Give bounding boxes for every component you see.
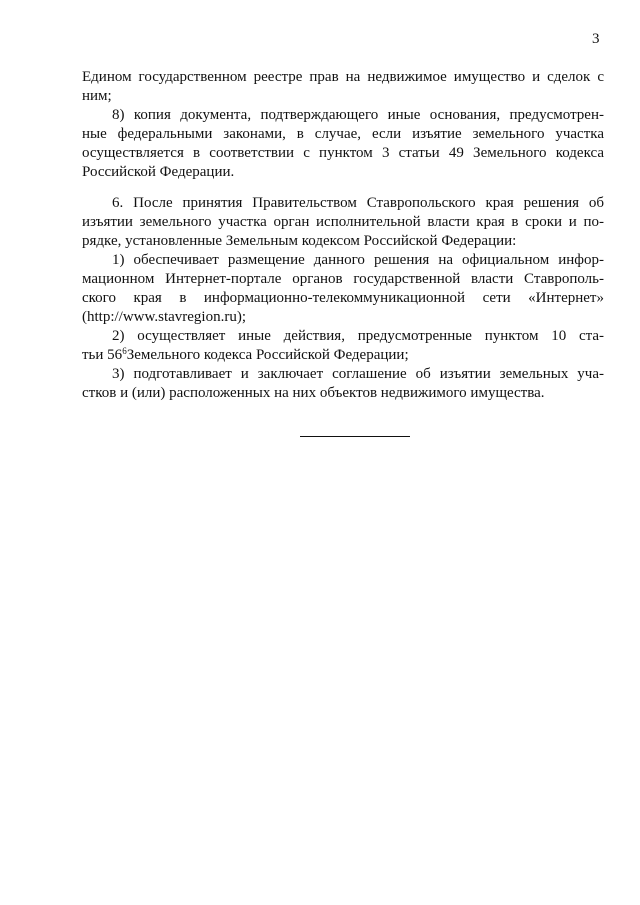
item-2-line: 2) осуществляет иные действия, предусмотренные пунктом 10 ста-	[112, 328, 604, 344]
text-line: ные федеральными законами, в случае, если изъятие земельного участка	[82, 126, 604, 142]
page-number: 3	[592, 31, 600, 47]
continuation-paragraph	[82, 68, 604, 106]
text-line: Земельного кодекса Российской Федерации;	[126, 347, 409, 363]
text-line: Российской Федерации.	[82, 164, 235, 180]
article-superscript: 6	[122, 346, 127, 356]
article-prefix: тьи 56	[82, 347, 123, 363]
section-6-paragraph	[82, 194, 604, 403]
item-1-line: 1) обеспечивает размещение данного решения на официальном инфор-	[112, 252, 604, 268]
text-line: мационном Интернет-портале органов государственной власти Ставрополь-	[82, 271, 604, 287]
url-line: (http://www.stavregion.ru);	[82, 309, 246, 325]
text-line: Едином государственном реестре прав на недвижимое имущество и сделок с	[82, 69, 604, 85]
section-6-heading-line: 6. После принятия Правительством Ставропольского края решения об	[112, 195, 604, 211]
article-reference-line	[82, 346, 604, 365]
text-line: стков и (или) расположенных на них объектов недвижимого имущества.	[82, 385, 545, 401]
text-line: рядке, установленные Земельным кодексом Российской Федерации:	[82, 233, 517, 249]
text-line: ского края в информационно-телекоммуникационной сети «Интернет»	[82, 290, 604, 306]
text-line: изъятии земельного участка орган исполнительной власти края в сроки и по-	[82, 214, 604, 230]
end-separator-line	[300, 436, 410, 437]
text-line: 8) копия документа, подтверждающего иные основания, предусмотрен-	[112, 107, 604, 123]
item-3-line: 3) подготавливает и заключает соглашение об изъятии земельных уча-	[112, 366, 604, 382]
text-line: осуществляется в соответствии с пунктом 3 статьи 49 Земельного кодекса	[82, 145, 604, 161]
item-8-paragraph	[82, 106, 604, 182]
text-line: ним;	[82, 88, 112, 104]
